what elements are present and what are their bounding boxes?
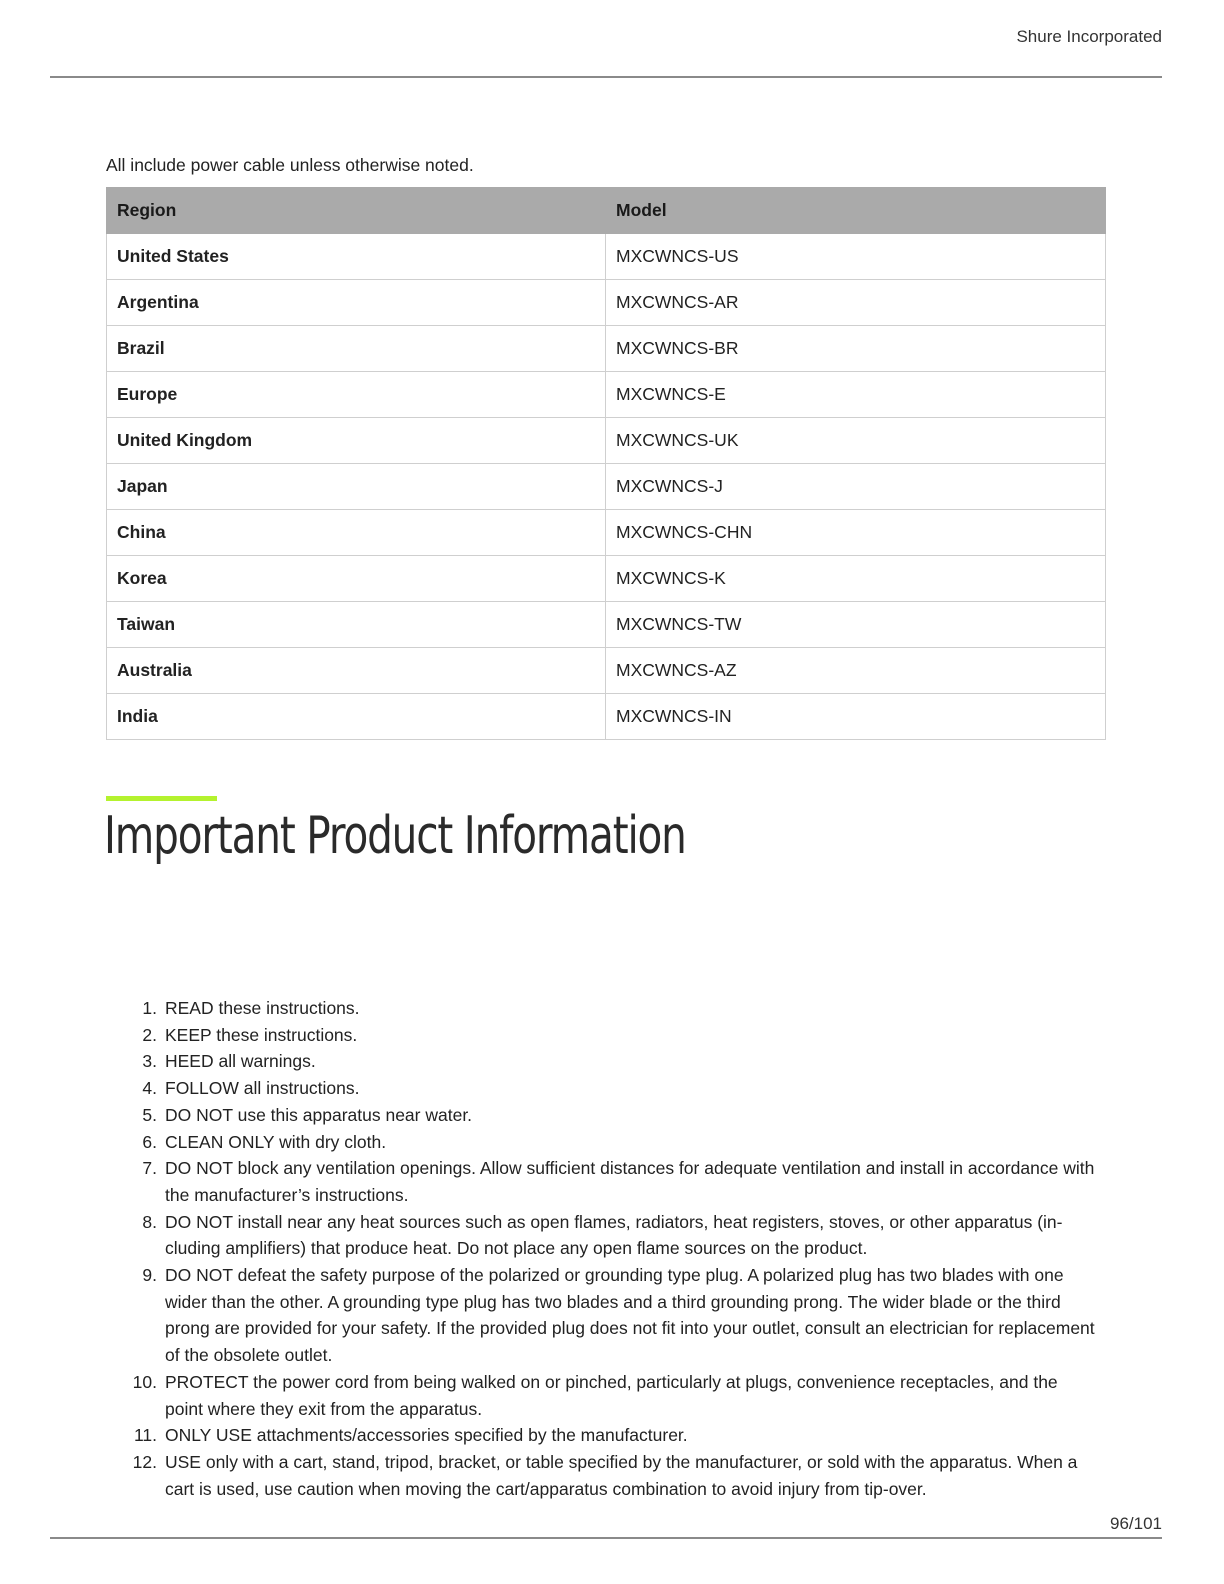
model-cell: MXCWNCS-J: [606, 464, 1106, 510]
list-item: [142, 1129, 1100, 1156]
region-cell: Australia: [107, 648, 606, 694]
item-text: DO NOT install near any heat sources such as open flames, radiators, heat registers, stoves, or other apparatus (including amplifiers) that produce heat. Do not place any open flame sources on the product.: [165, 1211, 1063, 1259]
list-item: [132, 1449, 1100, 1502]
item-text: USE only with a cart, stand, tripod, bracket, or table specified by the manufacturer, or sold with the apparatus. When a cart is used, use caution when moving the cart/apparatus combination to avoid injury from tip-over.: [165, 1451, 1078, 1499]
model-table: [106, 187, 1106, 740]
list-item: [142, 1209, 1100, 1262]
item-number: 4.: [142, 1078, 157, 1099]
header-region: Region: [107, 188, 606, 234]
model-cell: MXCWNCS-AZ: [606, 648, 1106, 694]
table-row: [107, 464, 1106, 510]
item-number: 8.: [142, 1211, 157, 1232]
model-cell: MXCWNCS-E: [606, 372, 1106, 418]
item-text: FOLLOW all instructions.: [165, 1078, 360, 1099]
region-cell: Europe: [107, 372, 606, 418]
item-text: KEEP these instructions.: [165, 1024, 358, 1045]
region-cell: Argentina: [107, 280, 606, 326]
region-cell: United States: [107, 234, 606, 280]
region-cell: United Kingdom: [107, 418, 606, 464]
item-number: 5.: [142, 1104, 157, 1125]
region-cell: India: [107, 694, 606, 740]
item-number: 7.: [142, 1158, 157, 1179]
model-cell: MXCWNCS-K: [606, 556, 1106, 602]
section-title: Important Product Information: [104, 806, 686, 866]
table-row: [107, 510, 1106, 556]
item-number: 1.: [142, 998, 157, 1018]
list-item: [142, 1022, 1100, 1049]
item-number: 12.: [132, 1451, 157, 1472]
item-text: DO NOT use this apparatus near water.: [165, 1104, 473, 1125]
list-item: [142, 1155, 1100, 1208]
list-item: [142, 1075, 1100, 1102]
list-item: [142, 1048, 1100, 1075]
item-number: 9.: [142, 1265, 157, 1286]
table-row: [107, 280, 1106, 326]
region-cell: Japan: [107, 464, 606, 510]
section-accent-bar: [106, 796, 217, 801]
model-cell: MXCWNCS-AR: [606, 280, 1106, 326]
list-item: [142, 1262, 1100, 1369]
region-cell: Brazil: [107, 326, 606, 372]
table-row: [107, 234, 1106, 280]
table-row: [107, 418, 1106, 464]
model-cell: MXCWNCS-IN: [606, 694, 1106, 740]
model-cell: MXCWNCS-UK: [606, 418, 1106, 464]
table-row: [107, 556, 1106, 602]
intro-note: All include power cable unless otherwise noted.: [106, 155, 474, 175]
header-divider: [50, 76, 1162, 78]
table-row: [107, 372, 1106, 418]
list-item: [133, 1422, 1100, 1449]
item-text: DO NOT block any ventilation openings. Allow sufficient distances for adequate ventilation and install in accordance with the manufacturer’s instructions.: [165, 1158, 1095, 1205]
item-text: DO NOT defeat the safety purpose of the polarized or grounding type plug. A polarized plug has two blades with one wider than the other. A grounding type plug has two blades and a third grounding prong. The wider blade or the third prong are provided for your safety. If the provided plug does not fit into your outlet, consult an electrician for replacement of the obsolete outlet.: [165, 1265, 1095, 1366]
model-cell: MXCWNCS-CHN: [606, 510, 1106, 556]
model-cell: MXCWNCS-US: [606, 234, 1106, 280]
item-number: 10.: [132, 1371, 157, 1392]
item-text: CLEAN ONLY with dry cloth.: [165, 1131, 387, 1152]
item-number: 2.: [142, 1024, 157, 1045]
table-row: [107, 648, 1106, 694]
instructions-list: [132, 995, 1100, 1502]
list-item: [132, 1369, 1100, 1422]
table-row: [107, 326, 1106, 372]
item-text: ONLY USE attachments/accessories specified by the manufacturer.: [165, 1425, 688, 1446]
model-cell: MXCWNCS-BR: [606, 326, 1106, 372]
item-number: 11.: [133, 1425, 157, 1446]
header-model: Model: [606, 188, 1106, 234]
table-header-row: [107, 188, 1106, 234]
footer-divider: [50, 1537, 1162, 1539]
model-cell: MXCWNCS-TW: [606, 602, 1106, 648]
region-cell: Korea: [107, 556, 606, 602]
table-row: [107, 694, 1106, 740]
list-item: [142, 995, 1100, 1022]
region-cell: China: [107, 510, 606, 556]
item-text: HEED all warnings.: [165, 1051, 316, 1072]
item-text: PROTECT the power cord from being walked on or pinched, particularly at plugs, convenience receptacles, and the point where they exit from the apparatus.: [165, 1371, 1058, 1419]
list-item: [142, 1102, 1100, 1129]
header-company-name: Shure Incorporated: [1016, 27, 1162, 46]
page-number: 96/101: [1110, 1514, 1162, 1533]
region-cell: Taiwan: [107, 602, 606, 648]
table-row: [107, 602, 1106, 648]
item-number: 3.: [142, 1051, 157, 1072]
item-text: READ these instructions.: [165, 998, 360, 1018]
item-number: 6.: [142, 1131, 157, 1152]
